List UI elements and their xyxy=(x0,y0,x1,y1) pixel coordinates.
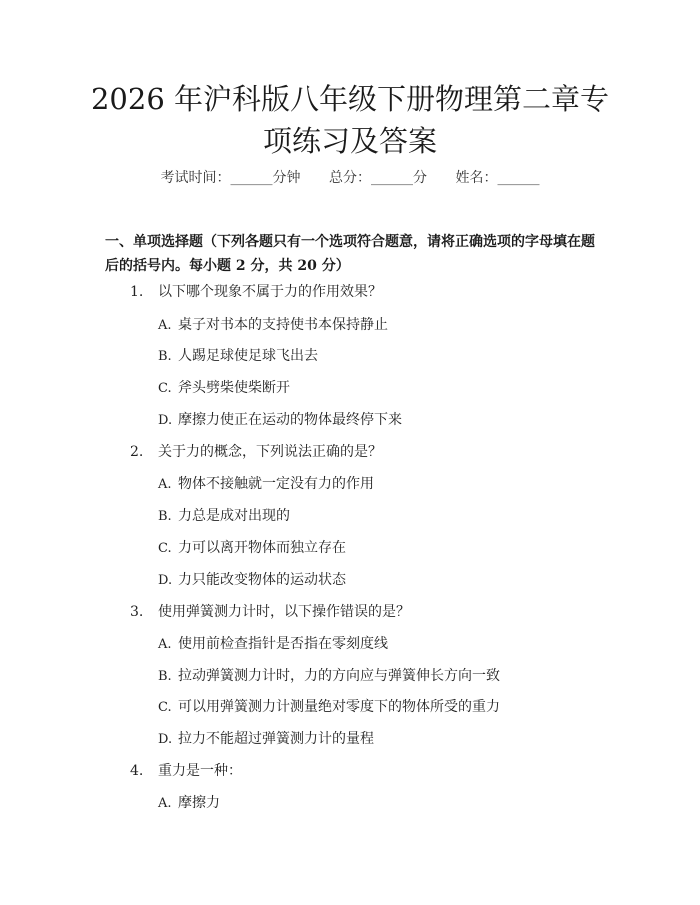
question-text: 使用弹簧测力计时，以下操作错误的是？ xyxy=(158,604,410,620)
option-2b xyxy=(158,505,290,525)
option-text: 使用前检查指针是否指在零刻度线 xyxy=(178,636,388,652)
question-number: 2. xyxy=(130,444,144,460)
question-1 xyxy=(130,281,382,301)
exam-score: 总分：______分 xyxy=(329,170,427,186)
option-text: 物体不接触就一定没有力的作用 xyxy=(178,476,374,492)
option-text: 斧头劈柴使柴断开 xyxy=(178,380,290,396)
option-2c xyxy=(158,537,346,557)
option-1c xyxy=(158,377,290,397)
option-text: 人踢足球使足球飞出去 xyxy=(178,348,318,364)
page-title: 2026 年沪科版八年级下册物理第二章专项练习及答案 xyxy=(90,82,610,158)
option-text: 可以用弹簧测力计测量绝对零度下的物体所受的重力 xyxy=(178,699,500,715)
option-text: 力总是成对出现的 xyxy=(178,508,290,524)
exam-time: 考试时间：______分钟 xyxy=(160,170,301,186)
question-number: 1. xyxy=(130,284,144,300)
option-letter: B. xyxy=(158,509,172,524)
option-4a xyxy=(158,792,220,812)
option-letter: A. xyxy=(158,318,172,333)
option-text: 拉动弹簧测力计时，力的方向应与弹簧伸长方向一致 xyxy=(178,668,500,684)
option-3b xyxy=(158,665,500,685)
option-1d xyxy=(158,409,402,429)
option-text: 力可以离开物体而独立存在 xyxy=(178,540,346,556)
option-letter: D. xyxy=(158,413,173,428)
option-1b xyxy=(158,345,318,365)
option-letter: B. xyxy=(158,669,172,684)
option-2d xyxy=(158,569,346,589)
option-2a xyxy=(158,473,374,493)
option-letter: C. xyxy=(158,381,172,396)
option-text: 力只能改变物体的运动状态 xyxy=(178,572,346,588)
option-letter: C. xyxy=(158,700,172,715)
option-3a xyxy=(158,633,388,653)
question-number: 3. xyxy=(130,604,144,620)
exam-name: 姓名：______ xyxy=(455,170,540,186)
option-letter: A. xyxy=(158,637,172,652)
section-heading: 一、单项选择题（下列各题只有一个选项符合题意，请将正确选项的字母填在题后的括号内。每小题 2 分，共 20 分） xyxy=(105,234,595,274)
option-3d xyxy=(158,728,374,748)
question-2 xyxy=(130,441,382,461)
option-1a xyxy=(158,314,388,334)
question-text: 重力是一种： xyxy=(158,763,242,779)
option-3c xyxy=(158,696,500,716)
option-text: 摩擦力使正在运动的物体最终停下来 xyxy=(178,412,402,428)
option-letter: A. xyxy=(158,796,172,811)
option-text: 拉力不能超过弹簧测力计的量程 xyxy=(178,731,374,747)
question-text: 关于力的概念，下列说法正确的是？ xyxy=(158,444,382,460)
question-text: 以下哪个现象不属于力的作用效果？ xyxy=(158,284,382,300)
option-letter: A. xyxy=(158,477,172,492)
exam-meta xyxy=(0,167,700,187)
question-4 xyxy=(130,760,242,780)
question-3 xyxy=(130,601,410,621)
option-letter: C. xyxy=(158,541,172,556)
option-text: 桌子对书本的支持使书本保持静止 xyxy=(178,317,388,333)
option-letter: B. xyxy=(158,349,172,364)
option-letter: D. xyxy=(158,732,173,747)
option-letter: D. xyxy=(158,573,173,588)
question-number: 4. xyxy=(130,763,144,779)
option-text: 摩擦力 xyxy=(178,795,220,811)
